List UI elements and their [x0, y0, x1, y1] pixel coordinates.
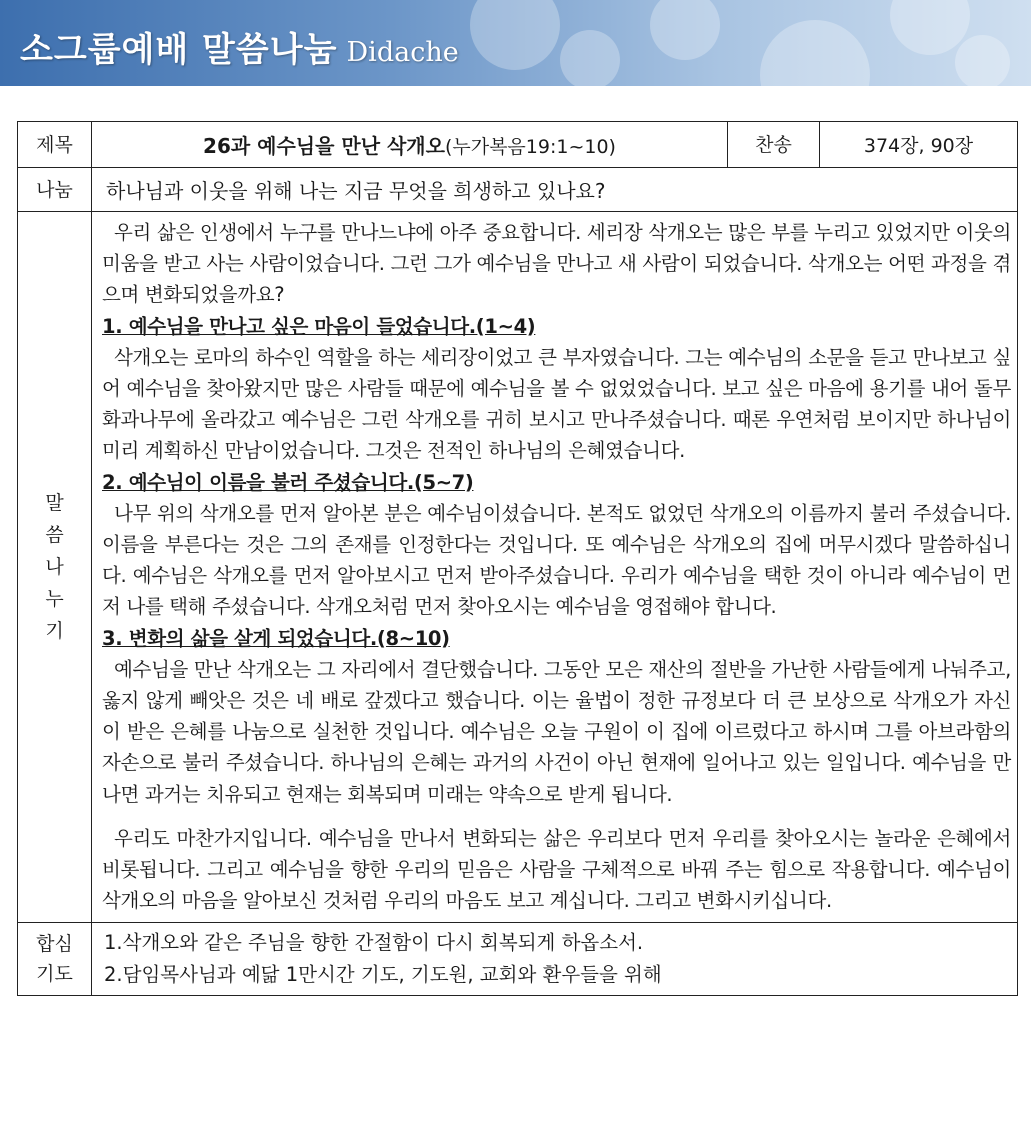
paragraph-spacer — [102, 810, 1011, 823]
share-label: 나눔 — [18, 168, 92, 212]
word-sharing-row — [18, 212, 1018, 923]
page-title — [20, 22, 459, 71]
bokeh-decoration — [955, 35, 1010, 86]
conclusion-paragraph: 우리도 마찬가지입니다. 예수님을 만나서 변화되는 삶은 우리보다 먼저 우리를 찾아오시는 놀라운 은혜에서 비롯됩니다. 그리고 예수님을 향한 우리의 믿음은 사람을 구체적으로 바꿔 주는 힘으로 작용합니다. 예수님이 삭개오의 마음을 알아보신 것처럼 우리의 마음도 보고 계십니다. 그리고 변화시키십니다. — [102, 826, 1011, 913]
lesson-title — [92, 122, 728, 168]
word-label-char: 누 — [45, 588, 64, 611]
section-paragraph: 나무 위의 삭개오를 먼저 알아본 분은 예수님이셨습니다. 본적도 없었던 삭개오의 이름까지 불러 주셨습니다. 이름을 부른다는 것은 그의 존재를 인정한다는 것입니다. 또 예수님은 삭개오의 집에 머무시겠다 말씀하십니다. 예수님은 삭개오를 먼저 알아보시고 먼저 받아주셨습니다. 우리가 예수님을 택한 것이 아니라 예수님이 먼저 나를 택해 주셨습니다. 삭개오처럼 먼저 찾아오시는 예수님을 영접해야 합니다. — [102, 501, 1011, 619]
prayer-list — [92, 923, 1018, 996]
scripture-reference: (누가복음19:1~10) — [444, 136, 616, 158]
title-korean: 소그룹예배 말씀나눔 — [20, 30, 338, 70]
prayer-label-line: 기도 — [36, 963, 73, 986]
prayer-row — [18, 923, 1018, 996]
bokeh-decoration — [650, 0, 720, 60]
prayer-item: 1.삭개오와 같은 주님을 향한 간절함이 다시 회복되게 하옵소서. — [104, 931, 644, 955]
word-sharing-label — [18, 212, 92, 923]
bokeh-decoration — [470, 0, 560, 70]
word-label-char: 씀 — [45, 524, 64, 547]
section-heading: 1. 예수님을 만나고 싶은 마음이 들었습니다.(1~4) — [102, 314, 536, 338]
prayer-label-line: 합심 — [36, 933, 73, 956]
prayer-item: 2.담임목사님과 예닮 1만시간 기도, 기도원, 교회와 환우들을 위해 — [104, 963, 662, 987]
title-english: Didache — [346, 37, 459, 68]
share-row — [18, 168, 1018, 212]
sermon-sheet — [17, 121, 1018, 996]
lesson-title-text: 26과 예수님을 만난 삭개오 — [203, 134, 445, 158]
section-heading: 3. 변화의 삶을 살게 되었습니다.(8~10) — [102, 626, 450, 650]
sermon-body — [92, 212, 1018, 923]
section-paragraph: 예수님을 만난 삭개오는 그 자리에서 결단했습니다. 그동안 모은 재산의 절반을 가난한 사람들에게 나눠주고, 옳지 않게 빼앗은 것은 네 배로 갚겠다고 했습니다. 이는 율법이 정한 규정보다 더 큰 보상으로 삭개오가 자신이 받은 은혜를 나눔으로 실천한 것입니다. 예수님은 오늘 구원이 이 집에 이르렀다고 하시며 그를 아브라함의 자손으로 불러 주셨습니다. 하나님의 은혜는 과거의 사건이 아닌 현재에 일어나고 있는 일입니다. 예수님을 만나면 과거는 치유되고 현재는 회복되며 미래는 약속으로 받게 됩니다. — [102, 657, 1011, 806]
word-label-char: 기 — [45, 620, 64, 643]
bokeh-decoration — [560, 30, 620, 86]
hymn-label: 찬송 — [728, 122, 820, 168]
header-banner — [0, 0, 1031, 86]
section-heading: 2. 예수님이 이름을 불러 주셨습니다.(5~7) — [102, 470, 474, 494]
prayer-label — [18, 923, 92, 996]
share-question: 하나님과 이웃을 위해 나는 지금 무엇을 희생하고 있나요? — [92, 168, 1018, 212]
word-label-char: 나 — [45, 556, 64, 579]
bokeh-decoration — [760, 20, 870, 86]
title-label: 제목 — [18, 122, 92, 168]
word-label-char: 말 — [45, 492, 64, 515]
bokeh-decoration — [890, 0, 970, 55]
hymn-numbers: 374장, 90장 — [820, 122, 1018, 168]
section-paragraph: 삭개오는 로마의 하수인 역할을 하는 세리장이었고 큰 부자였습니다. 그는 예수님의 소문을 듣고 만나보고 싶어 예수님을 찾아왔지만 많은 사람들 때문에 예수님을 볼 수 없었었습니다. 보고 싶은 마음에 용기를 내어 돌무화과나무에 올라갔고 예수님은 그런 삭개오를 귀히 보시고 만나주셨습니다. 때론 우연처럼 보이지만 하나님이 미리 계획하신 만남이었습니다. 그것은 전적인 하나님의 은혜였습니다. — [102, 345, 1011, 463]
title-row — [18, 122, 1018, 168]
intro-paragraph: 우리 삶은 인생에서 누구를 만나느냐에 아주 중요합니다. 세리장 삭개오는 많은 부를 누리고 있었지만 이웃의 미움을 받고 사는 사람이었습니다. 그런 그가 예수님을 만나고 새 사람이 되었습니다. 삭개오는 어떤 과정을 겪으며 변화되었을까요? — [102, 221, 1011, 307]
